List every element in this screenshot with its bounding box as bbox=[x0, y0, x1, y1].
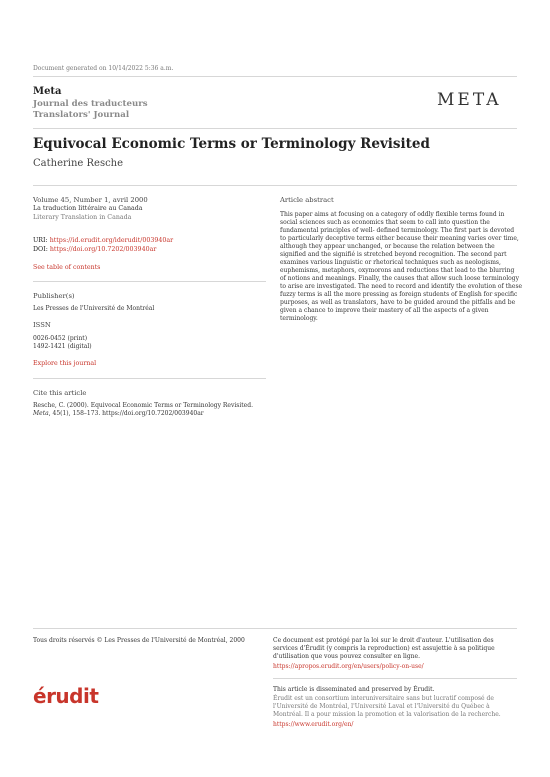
copyright-line: Ce document est protégé par la loi sur le droit d'auteur. L'utilisation des bbox=[273, 637, 494, 644]
journal-name: Meta bbox=[33, 86, 62, 97]
meta-logo: META bbox=[437, 90, 502, 110]
abstract-line: fundamental principles of well- defined terminology. The first part is devoted bbox=[280, 227, 515, 234]
abstract-line: euphemisms, metaphors, oxymorons and reductions that lead to the blurring bbox=[280, 267, 515, 274]
rights-notice: Tous droits réservés © Les Presses de l'Université de Montréal, 2000 bbox=[33, 637, 245, 644]
erudit-description-line: l'Université de Montréal, l'Université Laval et l'Université du Québec à bbox=[273, 703, 490, 710]
abstract-line: purposes, as well as translators, have to be guided around the pitfalls and be bbox=[280, 299, 516, 306]
generated-note: Document generated on 10/14/2022 5:36 a.m. bbox=[33, 65, 174, 72]
doi-label: DOI: bbox=[33, 246, 48, 253]
uri-link[interactable]: https://id.erudit.org/iderudit/003940ar bbox=[49, 237, 174, 244]
journal-subtitle-fr: Journal des traducteurs bbox=[33, 99, 148, 109]
issn-print: 0026-0452 (print) bbox=[33, 335, 88, 342]
erudit-logo: érudit bbox=[33, 684, 99, 708]
doi-line bbox=[33, 246, 156, 254]
cite-heading: Cite this article bbox=[33, 389, 87, 397]
erudit-website-link[interactable]: https://www.erudit.org/en/ bbox=[273, 721, 354, 728]
divider bbox=[33, 128, 517, 129]
divider bbox=[33, 185, 517, 186]
abstract-line: of notions and meanings. Finally, the causes that allow such loose terminology bbox=[280, 275, 519, 282]
issue-theme-fr: La traduction littéraire au Canada bbox=[33, 205, 143, 212]
copyright-block bbox=[273, 637, 519, 671]
abstract-line: given a chance to improve their mastery of all the aspects of a given bbox=[280, 307, 489, 314]
abstract-line: to particularly deceptive terms either because their meaning varies over time, bbox=[280, 235, 519, 242]
divider bbox=[273, 678, 517, 679]
disseminated-note: This article is disseminated and preserved by Érudit. bbox=[273, 686, 435, 693]
citation-text-before: Resche, C. (2000). Equivocal Economic Terms or Terminology Revisited. bbox=[33, 402, 253, 409]
abstract-line: terminology. bbox=[280, 315, 318, 322]
article-author: Catherine Resche bbox=[33, 158, 124, 169]
divider bbox=[33, 76, 517, 77]
erudit-description-line: Érudit est un consortium interuniversitaire sans but lucratif composé de bbox=[273, 695, 494, 702]
explore-journal-link[interactable]: Explore this journal bbox=[33, 360, 97, 367]
abstract-line: fuzzy terms is all the more pressing as foreign students of English for specific bbox=[280, 291, 518, 298]
abstract-line: This paper aims at focusing on a category of oddly flexible terms found in bbox=[280, 211, 505, 218]
uri-label: URI: bbox=[33, 237, 48, 244]
erudit-block bbox=[273, 686, 519, 729]
abstract-line: social sciences such as economics that seem to call into question the bbox=[280, 219, 490, 226]
issue-theme-en: Literary Translation in Canada bbox=[33, 214, 132, 221]
abstract-line: signified and the signifié is stretched beyond recognition. The second part bbox=[280, 251, 507, 258]
divider bbox=[33, 378, 266, 379]
abstract-heading: Article abstract bbox=[280, 196, 334, 204]
citation-journal: Meta bbox=[33, 410, 49, 417]
issue-volume: Volume 45, Number 1, avril 2000 bbox=[33, 196, 148, 204]
abstract-body bbox=[280, 211, 523, 323]
article-title: Equivocal Economic Terms or Terminology Revisited bbox=[33, 136, 430, 152]
divider bbox=[33, 628, 517, 629]
table-of-contents-link[interactable]: See table of contents bbox=[33, 264, 101, 271]
divider bbox=[33, 281, 266, 282]
uri-line bbox=[33, 237, 173, 245]
publisher-heading: Publisher(s) bbox=[33, 292, 75, 300]
issn-digital: 1492-1421 (digital) bbox=[33, 343, 92, 350]
policy-link[interactable]: https://apropos.erudit.org/en/users/policy-on-use/ bbox=[273, 663, 424, 670]
copyright-line: services d'Érudit (y compris la reproduction) est assujettie à sa politique bbox=[273, 645, 495, 652]
copyright-line: d'utilisation que vous pouvez consulter en ligne. bbox=[273, 653, 420, 660]
citation-text bbox=[33, 402, 269, 418]
abstract-line: although they appear unchanged, or because the relation between the bbox=[280, 243, 495, 250]
abstract-line: to arise are investigated. The need to record and identify the evolution of these bbox=[280, 283, 523, 290]
publisher-name: Les Presses de l'Université de Montréal bbox=[33, 305, 155, 312]
journal-subtitle-en: Translators' Journal bbox=[33, 110, 130, 120]
issn-heading: ISSN bbox=[33, 321, 51, 329]
erudit-description-line: Montréal. Il a pour mission la promotion et la valorisation de la recherche. bbox=[273, 711, 501, 718]
abstract-line: examines various linguistic or rhetorical techniques such as neologisms, bbox=[280, 259, 501, 266]
doi-link[interactable]: https://doi.org/10.7202/003940ar bbox=[49, 246, 157, 253]
citation-text-after: , 45(1), 158–173. https://doi.org/10.7202/003940ar bbox=[48, 410, 204, 417]
